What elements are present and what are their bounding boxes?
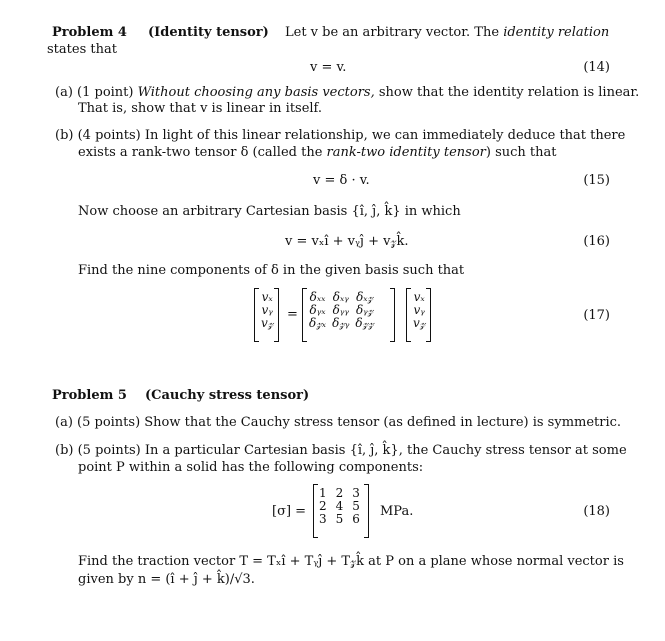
problem-4-title: (Identity tensor) [148,25,269,40]
final-line2: given by n = (î + ĵ + k̂)/√3. [78,572,255,587]
part-4b-emphasis: rank-two identity tensor [326,145,486,160]
matrix-entry: δ𝓏ᵧ [332,316,350,330]
part-5b-line1: (b) (5 points) In a particular Cartesian basis {î, ĵ, k̂}, the Cauchy stress tensor at some [55,443,627,458]
v-right-bracket [274,288,279,342]
part-4b-line2 [78,145,556,161]
v-right-right-bracket [426,288,431,342]
final-line1: Find the traction vector T = Tₓî + Tᵧĵ + T𝓏k̂ at P on a plane whose normal vector is [78,554,624,569]
equation-17-equals: = [287,307,298,322]
vector-component: v𝓏 [413,316,426,330]
problem-4-intro-cont: states that [47,42,117,57]
part-4b-line1: (b) (4 points) In light of this linear relationship, we can immediately deduce that there [55,128,626,143]
part-5a-line: (a) (5 points) Show that the Cauchy stress tensor (as defined in lecture) is symmetric. [55,415,622,430]
problem-5-number: Problem 5 [52,388,127,403]
matrix-entry: 1 [319,486,327,500]
equation-18-lhs: [σ] = [272,504,307,519]
equation-15-number: (15) [583,173,610,188]
part-4a-emphasis: Without choosing any basis vectors, [137,85,375,100]
equation-14: v = v. [310,60,347,75]
matrix-entry: 2 [335,486,344,500]
find-line: Find the nine components of δ in the given basis such that [78,263,465,278]
matrix-entry: δᵧ𝓏 [355,303,374,317]
delta-matrix [309,291,374,330]
vector-component: v𝓏 [261,316,274,330]
v-right-left-bracket [406,288,411,342]
matrix-entry: δₓᵧ [332,290,349,304]
matrix-entry: δₓₓ [309,290,326,304]
equation-14-number: (14) [583,60,610,75]
matrix-entry: δ𝓏𝓏 [355,316,374,330]
part-5b-line2: point P within a solid has the following components: [78,460,424,475]
matrix-entry: 5 [352,499,360,513]
equation-18-number: (18) [583,504,610,519]
matrix-entry: 2 [319,499,327,513]
part-4a-line1 [55,85,639,101]
matrix-entry: 4 [335,499,344,513]
matrix-entry: 6 [352,512,360,526]
part-4b-text: exists a rank-two tensor δ (called the [78,145,323,160]
part-4b-tail: ) such that [485,145,557,160]
matrix-entry: δᵧᵧ [332,303,349,317]
equation-16: v = vₓî + vᵧĵ + v𝓏k̂. [285,234,409,249]
equation-17-number: (17) [583,308,610,323]
matrix-entry: 5 [335,512,344,526]
equation-15: v = δ · v. [313,173,370,188]
delta-right-bracket [390,288,395,342]
matrix-entry: δₓ𝓏 [356,290,374,304]
vector-component: vᵧ [413,303,425,317]
sigma-right-bracket [364,484,369,538]
part-4a-label: (a) (1 point) [55,85,134,100]
problem-4-number: Problem 4 [52,25,127,40]
equation-16-number: (16) [583,234,610,249]
intro-text: Let v be an arbitrary vector. The [285,25,500,40]
vector-component: vᵧ [261,303,273,317]
sigma-left-bracket [313,484,318,538]
matrix-entry: δ𝓏ₓ [309,316,327,330]
equation-18-unit: MPa. [380,504,414,519]
matrix-entry: 3 [319,512,327,526]
problem-4-intro [285,25,609,41]
matrix-entry: δᵧₓ [309,303,326,317]
matrix-entry: 3 [352,486,360,500]
vector-component: vₓ [413,290,425,304]
problem-5-title: (Cauchy stress tensor) [145,388,310,403]
vector-component: vₓ [261,290,273,304]
v-left-bracket [254,288,259,342]
v-column-right [413,291,425,330]
intro-emphasis: identity relation [503,25,610,40]
v-column-left [261,291,273,330]
part-4a-rest: show that the identity relation is linear. [378,85,640,100]
part-4a-line2: That is, show that v is linear in itself. [78,101,323,116]
basis-line: Now choose an arbitrary Cartesian basis {î, ĵ, k̂} in which [78,204,461,219]
sigma-matrix [319,487,360,526]
delta-left-bracket [302,288,307,342]
